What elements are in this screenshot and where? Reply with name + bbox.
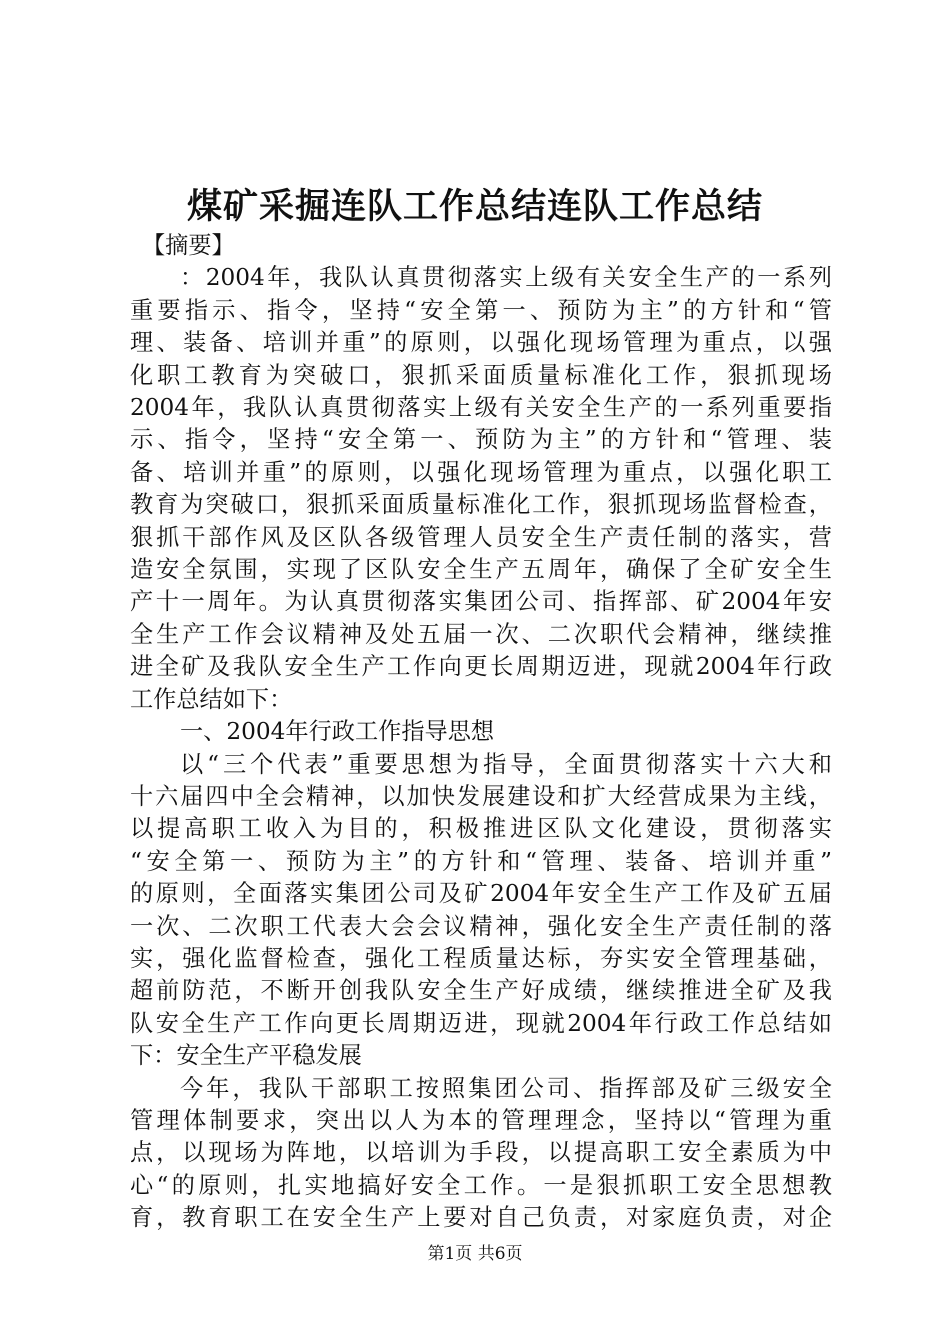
body-line: 一、2004年行政工作指导思想 [180, 718, 495, 746]
body-line: 心“的原则，扎实地搞好安全工作。一是狠抓职工安全思想教 [130, 1171, 832, 1199]
body-line: 理、装备、培训并重”的原则，以强化现场管理为重点，以强 [130, 329, 832, 357]
body-line: 化职工教育为突破口，狠抓采面质量标准化工作，狠抓现场 [130, 361, 832, 389]
body-line: 实，强化监督检查，强化工程质量达标，夯实安全管理基础， [130, 944, 832, 972]
body-line: 以提高职工收入为目的，积极推进区队文化建设，贯彻落实 [130, 815, 832, 843]
body-line: 十六届四中全会精神，以加快发展建设和扩大经营成果为主线， [130, 782, 832, 810]
body-line: 下：安全生产平稳发展 [130, 1042, 362, 1070]
body-line: 示、指令，坚持“安全第一、预防为主”的方针和“管理、装 [130, 426, 832, 454]
page-number-footer: 第1页 共6页 [427, 1244, 523, 1264]
document-body [130, 230, 832, 1235]
body-line: 以“三个代表”重要思想为指导，全面贯彻落实十六大和 [180, 750, 832, 778]
body-line: 进全矿及我队安全生产工作向更长周期迈进，现就2004年行政 [130, 653, 832, 681]
body-line: 工作总结如下： [130, 685, 293, 713]
document-title: 煤矿采掘连队工作总结连队工作总结 [186, 186, 763, 227]
body-line: 队安全生产工作向更长周期迈进，现就2004年行政工作总结如 [130, 1009, 832, 1037]
body-line: 2004年，我队认真贯彻落实上级有关安全生产的一系列重要指 [130, 394, 832, 422]
body-line: 教育为突破口，狠抓采面质量标准化工作，狠抓现场监督检查， [130, 491, 832, 519]
body-line: 点，以现场为阵地，以培训为手段，以提高职工安全素质为中 [130, 1139, 832, 1167]
body-line: 【摘要】 [142, 232, 235, 259]
body-line: 全生产工作会议精神及处五届一次、二次职代会精神，继续推 [130, 620, 832, 648]
body-line: 狠抓干部作风及区队各级管理人员安全生产责任制的落实，营 [130, 523, 832, 551]
body-line: 管理体制要求，突出以人为本的管理理念，坚持以“管理为重 [130, 1106, 832, 1134]
body-line: 育，教育职工在安全生产上要对自己负责，对家庭负责，对企 [130, 1204, 832, 1232]
body-line: 备、培训并重”的原则，以强化现场管理为重点，以强化职工 [130, 458, 832, 486]
body-line: “安全第一、预防为主”的方针和“管理、装备、培训并重” [130, 847, 832, 875]
body-line: ：2004年，我队认真贯彻落实上级有关安全生产的一系列 [180, 264, 832, 292]
body-line: 一次、二次职工代表大会会议精神，强化安全生产责任制的落 [130, 912, 832, 940]
body-line: 超前防范，不断开创我队安全生产好成绩，继续推进全矿及我 [130, 977, 832, 1005]
body-line: 今年，我队干部职工按照集团公司、指挥部及矿三级安全 [180, 1074, 832, 1102]
body-line: 产十一周年。为认真贯彻落实集团公司、指挥部、矿2004年安 [130, 588, 832, 616]
body-line: 重要指示、指令，坚持“安全第一、预防为主”的方针和“管 [130, 296, 832, 324]
body-line: 的原则，全面落实集团公司及矿2004年安全生产工作及矿五届 [130, 880, 832, 908]
body-line: 造安全氛围，实现了区队安全生产五周年，确保了全矿安全生 [130, 556, 832, 584]
